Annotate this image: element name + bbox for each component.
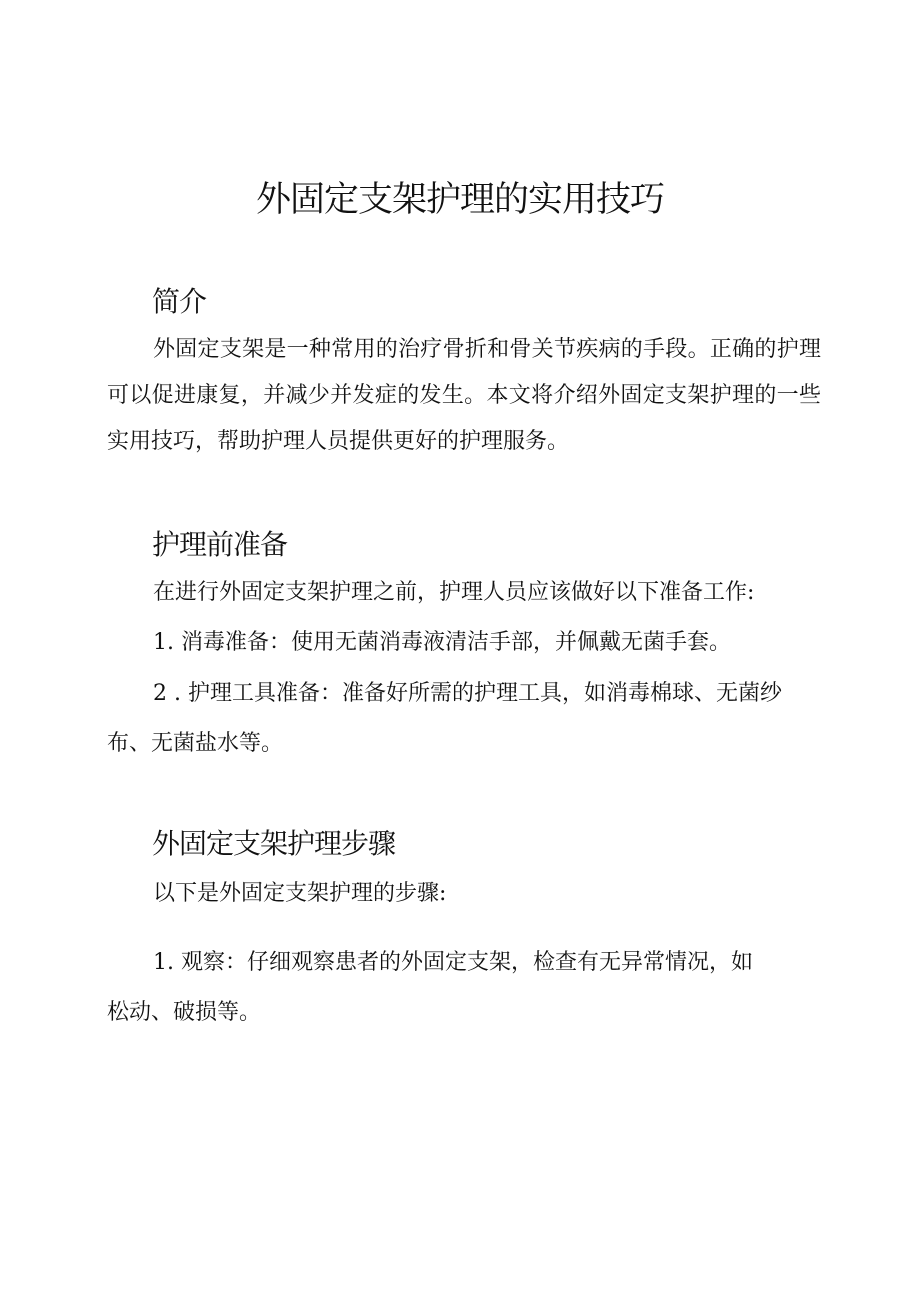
section-heading-preparation: 护理前准备 bbox=[152, 528, 288, 561]
steps-item-1-line-1: 1. 观察：仔细观察患者的外固定支架，检查有无异常情况，如 bbox=[153, 950, 753, 975]
section-heading-steps: 外固定支架护理步骤 bbox=[152, 827, 396, 860]
steps-lead: 以下是外固定支架护理的步骤: bbox=[153, 881, 447, 906]
intro-paragraph: 外固定支架是一种常用的治疗骨折和骨关节疾病的手段。正确的护理可以促进康复，并减少并发症的发生。本文将介绍外固定支架护理的一些实用技巧，帮助护理人员提供更好的护理服务。 bbox=[107, 337, 821, 454]
preparation-lead: 在进行外固定支架护理之前，护理人员应该做好以下准备工作: bbox=[153, 580, 755, 605]
preparation-item-2-line-2: 布、无菌盐水等。 bbox=[107, 731, 284, 756]
preparation-item-2-line-1: 2 . 护理工具准备：准备好所需的护理工具，如消毒棉球、无菌纱 bbox=[153, 681, 782, 706]
steps-item-1-line-2: 松动、破损等。 bbox=[107, 1000, 262, 1025]
document-title: 外固定支架护理的实用技巧 bbox=[255, 180, 664, 220]
preparation-item-1: 1. 消毒准备：使用无菌消毒液清洁手部，并佩戴无菌手套。 bbox=[153, 630, 731, 655]
section-heading-intro: 简介 bbox=[152, 285, 207, 318]
